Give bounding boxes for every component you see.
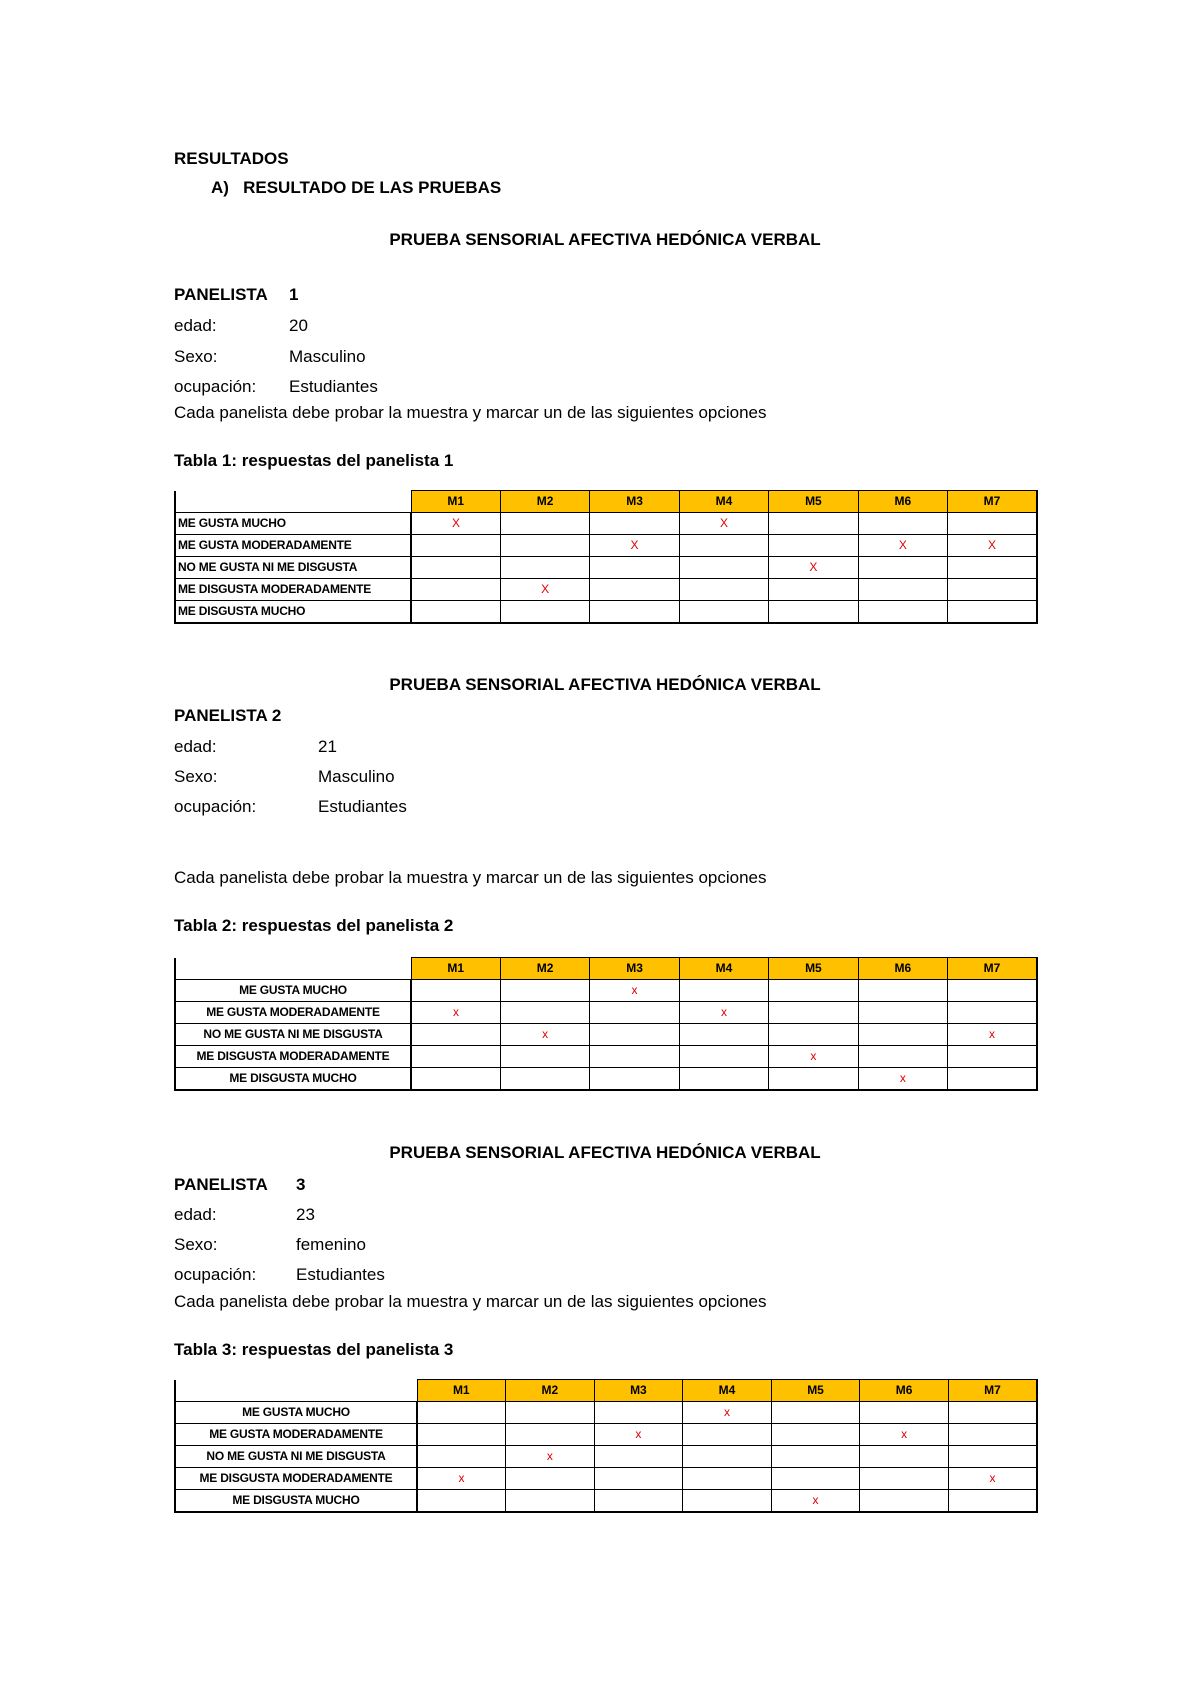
- row-label: ME DISGUSTA MUCHO: [175, 1068, 411, 1091]
- section-subheading: A) RESULTADO DE LAS PRUEBAS: [211, 178, 502, 197]
- table-row: [175, 1446, 1037, 1468]
- row-label: ME DISGUSTA MODERADAMENTE: [175, 579, 411, 601]
- panel-2-label: PANELISTA 2: [174, 706, 282, 725]
- response-cell: [411, 601, 500, 624]
- response-cell: [948, 980, 1037, 1002]
- column-header: M7: [948, 1380, 1037, 1402]
- response-cell: [948, 579, 1037, 601]
- response-cell: [858, 513, 947, 535]
- response-cell: [858, 1024, 947, 1046]
- response-cell: [858, 601, 947, 624]
- column-header: M5: [769, 958, 858, 980]
- column-header: M6: [858, 491, 947, 513]
- table-row: [175, 1002, 1037, 1024]
- response-cell: [683, 1446, 772, 1468]
- row-label: ME GUSTA MODERADAMENTE: [175, 535, 411, 557]
- response-cell: [769, 1002, 858, 1024]
- section-1-title: PRUEBA SENSORIAL AFECTIVA HEDÓNICA VERBAL: [389, 230, 821, 249]
- response-cell: [411, 1024, 500, 1046]
- table-row: [175, 1046, 1037, 1068]
- response-cell: [769, 1024, 858, 1046]
- response-cell: X: [948, 535, 1037, 557]
- response-cell: [948, 1002, 1037, 1024]
- response-cell: x: [769, 1046, 858, 1068]
- response-cell: X: [679, 513, 768, 535]
- response-cell: [679, 557, 768, 579]
- column-header: M3: [594, 1380, 683, 1402]
- sex-label: Sexo:: [174, 1235, 218, 1254]
- occupation-label: ocupación:: [174, 797, 257, 816]
- table-corner-cell: [175, 958, 411, 980]
- response-cell: [594, 1490, 683, 1513]
- response-cell: x: [860, 1424, 949, 1446]
- response-cell: [860, 1468, 949, 1490]
- age-value: 20: [289, 316, 308, 335]
- response-cell: [411, 557, 500, 579]
- response-cell: [948, 513, 1037, 535]
- response-cell: [590, 1024, 679, 1046]
- response-cell: [594, 1468, 683, 1490]
- row-label: ME GUSTA MODERADAMENTE: [175, 1002, 411, 1024]
- panel-1-label: PANELISTA: [174, 285, 268, 304]
- table-2-caption: Tabla 2: respuestas del panelista 2: [174, 916, 454, 935]
- column-header: M5: [769, 491, 858, 513]
- column-header: M6: [858, 958, 947, 980]
- table-row: [175, 1490, 1037, 1513]
- response-cell: x: [771, 1490, 860, 1513]
- response-cell: [948, 1446, 1037, 1468]
- panel-1-number: 1: [289, 285, 299, 304]
- response-cell: [500, 535, 589, 557]
- response-cell: [679, 1024, 768, 1046]
- results-table-3: [174, 1379, 1038, 1513]
- response-cell: X: [500, 579, 589, 601]
- response-cell: x: [417, 1468, 506, 1490]
- response-cell: [771, 1424, 860, 1446]
- response-cell: [948, 601, 1037, 624]
- response-cell: [590, 1002, 679, 1024]
- response-cell: [500, 1068, 589, 1091]
- results-table-2: [174, 957, 1038, 1091]
- table-header-row: [175, 491, 1037, 513]
- page-heading: RESULTADOS: [174, 149, 289, 168]
- response-cell: x: [411, 1002, 500, 1024]
- column-header: M2: [500, 491, 589, 513]
- row-label: ME DISGUSTA MUCHO: [175, 601, 411, 624]
- response-cell: [500, 513, 589, 535]
- response-cell: [411, 1068, 500, 1091]
- response-cell: [683, 1468, 772, 1490]
- response-cell: [860, 1490, 949, 1513]
- response-cell: [948, 1068, 1037, 1091]
- response-cell: X: [858, 535, 947, 557]
- column-header: M1: [411, 491, 500, 513]
- response-cell: x: [500, 1024, 589, 1046]
- section-2-title: PRUEBA SENSORIAL AFECTIVA HEDÓNICA VERBAL: [389, 675, 821, 694]
- response-cell: [769, 579, 858, 601]
- table-row: [175, 557, 1037, 579]
- table-row: [175, 601, 1037, 624]
- table-row: [175, 535, 1037, 557]
- response-cell: x: [506, 1446, 595, 1468]
- age-label: edad:: [174, 737, 217, 756]
- response-cell: [858, 1002, 947, 1024]
- table-corner-cell: [175, 1380, 417, 1402]
- response-cell: [769, 535, 858, 557]
- row-label: NO ME GUSTA NI ME DISGUSTA: [175, 1446, 417, 1468]
- instruction-text: Cada panelista debe probar la muestra y marcar un de las siguientes opciones: [174, 868, 767, 887]
- response-cell: [858, 980, 947, 1002]
- response-cell: [417, 1490, 506, 1513]
- response-cell: [506, 1468, 595, 1490]
- response-cell: [500, 557, 589, 579]
- response-cell: [590, 1046, 679, 1068]
- response-cell: [858, 1046, 947, 1068]
- response-cell: X: [590, 535, 679, 557]
- table-row: [175, 1424, 1037, 1446]
- response-cell: [679, 1068, 768, 1091]
- response-cell: [590, 601, 679, 624]
- response-cell: x: [679, 1002, 768, 1024]
- row-label: ME GUSTA MUCHO: [175, 980, 411, 1002]
- column-header: M7: [948, 958, 1037, 980]
- response-cell: [679, 579, 768, 601]
- sex-label: Sexo:: [174, 767, 218, 786]
- response-cell: [506, 1402, 595, 1424]
- row-label: ME DISGUSTA MUCHO: [175, 1490, 417, 1513]
- column-header: M7: [948, 491, 1037, 513]
- response-cell: [769, 601, 858, 624]
- instruction-text: Cada panelista debe probar la muestra y marcar un de las siguientes opciones: [174, 403, 767, 422]
- response-cell: [948, 1424, 1037, 1446]
- instruction-text: Cada panelista debe probar la muestra y marcar un de las siguientes opciones: [174, 1292, 767, 1311]
- column-header: M1: [411, 958, 500, 980]
- response-cell: [771, 1468, 860, 1490]
- column-header: M2: [506, 1380, 595, 1402]
- column-header: M1: [417, 1380, 506, 1402]
- table-row: [175, 579, 1037, 601]
- age-label: edad:: [174, 316, 217, 335]
- response-cell: [679, 535, 768, 557]
- response-cell: [500, 601, 589, 624]
- panel-3-number: 3: [296, 1175, 306, 1194]
- response-cell: [683, 1490, 772, 1513]
- response-cell: [858, 579, 947, 601]
- response-cell: x: [948, 1468, 1037, 1490]
- table-header-row: [175, 958, 1037, 980]
- age-label: edad:: [174, 1205, 217, 1224]
- column-header: M6: [860, 1380, 949, 1402]
- results-table-1: [174, 490, 1038, 624]
- response-cell: X: [769, 557, 858, 579]
- response-cell: [679, 980, 768, 1002]
- occupation-label: ocupación:: [174, 377, 257, 396]
- response-cell: X: [411, 513, 500, 535]
- response-cell: [590, 513, 679, 535]
- response-cell: x: [948, 1024, 1037, 1046]
- column-header: M4: [679, 491, 768, 513]
- table-corner-cell: [175, 491, 411, 513]
- sex-value: Masculino: [318, 767, 395, 786]
- response-cell: [506, 1490, 595, 1513]
- row-label: ME GUSTA MUCHO: [175, 513, 411, 535]
- response-cell: [590, 1068, 679, 1091]
- response-cell: [771, 1446, 860, 1468]
- response-cell: [500, 1002, 589, 1024]
- response-cell: [594, 1446, 683, 1468]
- table-row: [175, 980, 1037, 1002]
- response-cell: x: [683, 1402, 772, 1424]
- response-cell: [769, 513, 858, 535]
- row-label: ME DISGUSTA MODERADAMENTE: [175, 1468, 417, 1490]
- row-label: ME DISGUSTA MODERADAMENTE: [175, 1046, 411, 1068]
- row-label: ME GUSTA MUCHO: [175, 1402, 417, 1424]
- sex-value: femenino: [296, 1235, 366, 1254]
- response-cell: [679, 601, 768, 624]
- response-cell: [411, 579, 500, 601]
- age-value: 23: [296, 1205, 315, 1224]
- response-cell: [860, 1446, 949, 1468]
- table-row: [175, 1468, 1037, 1490]
- table-row: [175, 513, 1037, 535]
- section-3-title: PRUEBA SENSORIAL AFECTIVA HEDÓNICA VERBAL: [389, 1143, 821, 1162]
- occupation-value: Estudiantes: [318, 797, 407, 816]
- response-cell: [590, 557, 679, 579]
- occupation-value: Estudiantes: [289, 377, 378, 396]
- column-header: M3: [590, 491, 679, 513]
- table-row: [175, 1402, 1037, 1424]
- response-cell: [679, 1046, 768, 1068]
- response-cell: [590, 579, 679, 601]
- column-header: M4: [679, 958, 768, 980]
- response-cell: [417, 1424, 506, 1446]
- response-cell: [769, 1068, 858, 1091]
- row-label: ME GUSTA MODERADAMENTE: [175, 1424, 417, 1446]
- response-cell: [860, 1402, 949, 1424]
- row-label: NO ME GUSTA NI ME DISGUSTA: [175, 557, 411, 579]
- response-cell: [683, 1424, 772, 1446]
- column-header: M5: [771, 1380, 860, 1402]
- row-label: NO ME GUSTA NI ME DISGUSTA: [175, 1024, 411, 1046]
- response-cell: x: [594, 1424, 683, 1446]
- occupation-label: ocupación:: [174, 1265, 257, 1284]
- response-cell: [411, 980, 500, 1002]
- response-cell: [948, 1402, 1037, 1424]
- sex-value: Masculino: [289, 347, 366, 366]
- response-cell: [500, 1046, 589, 1068]
- table-3-caption: Tabla 3: respuestas del panelista 3: [174, 1340, 454, 1359]
- column-header: M4: [683, 1380, 772, 1402]
- sex-label: Sexo:: [174, 347, 218, 366]
- response-cell: x: [590, 980, 679, 1002]
- response-cell: [411, 1046, 500, 1068]
- column-header: M2: [500, 958, 589, 980]
- response-cell: [948, 1490, 1037, 1513]
- age-value: 21: [318, 737, 337, 756]
- response-cell: [411, 535, 500, 557]
- table-header-row: [175, 1380, 1037, 1402]
- response-cell: [769, 980, 858, 1002]
- response-cell: [417, 1446, 506, 1468]
- response-cell: [948, 1046, 1037, 1068]
- table-row: [175, 1068, 1037, 1091]
- occupation-value: Estudiantes: [296, 1265, 385, 1284]
- response-cell: [506, 1424, 595, 1446]
- panel-3-label: PANELISTA: [174, 1175, 268, 1194]
- table-row: [175, 1024, 1037, 1046]
- response-cell: [771, 1402, 860, 1424]
- column-header: M3: [590, 958, 679, 980]
- response-cell: [594, 1402, 683, 1424]
- response-cell: [858, 557, 947, 579]
- response-cell: [500, 980, 589, 1002]
- response-cell: [417, 1402, 506, 1424]
- response-cell: x: [858, 1068, 947, 1091]
- response-cell: [948, 557, 1037, 579]
- table-1-caption: Tabla 1: respuestas del panelista 1: [174, 451, 454, 470]
